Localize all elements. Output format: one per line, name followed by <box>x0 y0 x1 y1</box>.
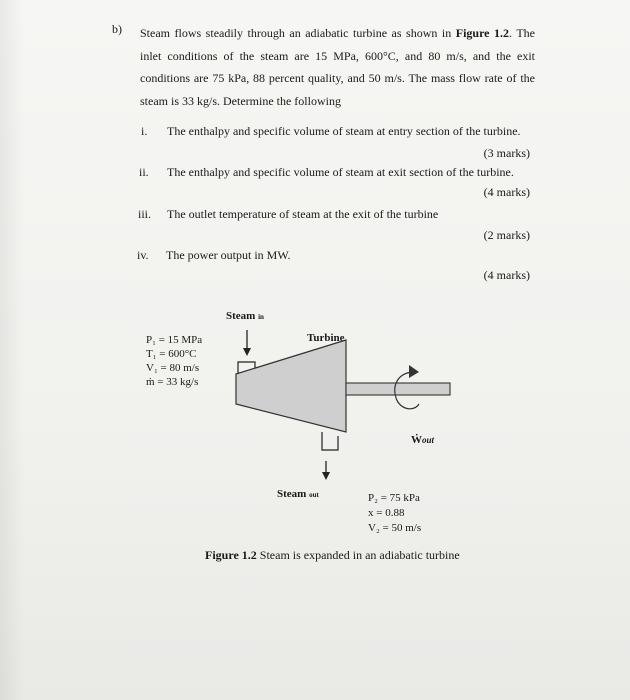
item-numeral: iii. <box>138 207 152 221</box>
steam-out-text: Steam <box>277 488 307 500</box>
caption-text: Steam is expanded in an adiabatic turbine <box>256 548 460 562</box>
turbine-body <box>236 340 346 432</box>
turbine-label: Turbine <box>307 332 345 344</box>
turbine-shaft <box>346 383 450 395</box>
work-arrow-head <box>409 365 419 378</box>
outlet-arrowhead <box>322 472 330 480</box>
steam-out-sub: out <box>309 491 319 499</box>
figure-caption <box>205 548 460 563</box>
steam-in-label <box>226 310 264 322</box>
item-numeral: iv. <box>137 248 149 262</box>
item-text: The outlet temperature of steam at the exit of the turbine <box>167 207 439 221</box>
item-marks: (4 marks) <box>483 268 530 282</box>
item-marks: (2 marks) <box>483 228 530 242</box>
outlet-pressure: P₂ = 75 kPa <box>368 492 420 504</box>
item-marks: (3 marks) <box>483 146 530 160</box>
item-text: The power output in MW. <box>166 248 291 262</box>
inlet-velocity: V₁ = 80 m/s <box>146 362 200 374</box>
steam-in-sub: in <box>258 313 264 321</box>
item-text: The enthalpy and specific volume of steam at exit section of the turbine. <box>167 165 514 179</box>
outlet-pipe <box>322 432 338 450</box>
item-numeral: i. <box>141 124 148 138</box>
caption-figure-ref: Figure 1.2 <box>205 548 257 562</box>
outlet-quality: x = 0.88 <box>368 507 405 519</box>
work-out-label <box>411 434 434 446</box>
intro-text-pre: Steam flows steadily through an adiabatic turbine as shown in <box>140 26 456 40</box>
item-text: The enthalpy and specific volume of steam at entry section of the turbine. <box>167 124 521 138</box>
inlet-pressure: P₁ = 15 MPa <box>146 334 203 346</box>
intro-figure-ref: Figure 1.2 <box>455 26 510 40</box>
inlet-arrowhead <box>243 348 251 356</box>
work-out-sub: out <box>422 435 435 445</box>
outlet-velocity: V₂ = 50 m/s <box>368 522 422 534</box>
intro-text-post: . The inlet conditions of the steam are 15 MPa, 600°C, and 80 m/s, and the exit conditions are 75 kPa, 88 percent quality, and 50 m/s. The mass flow rate of the steam is 33 kg/s. Determine the following <box>140 26 535 108</box>
work-out-symbol: Ẇ <box>411 434 422 446</box>
steam-in-text: Steam <box>226 310 256 322</box>
mass-flow-rate: ṁ = 33 kg/s <box>146 376 199 388</box>
steam-out-label <box>277 488 319 500</box>
item-marks: (4 marks) <box>483 185 530 199</box>
inlet-temperature: T₁ = 600°C <box>146 348 197 360</box>
item-numeral: ii. <box>139 165 149 179</box>
question-label: b) <box>112 22 122 36</box>
